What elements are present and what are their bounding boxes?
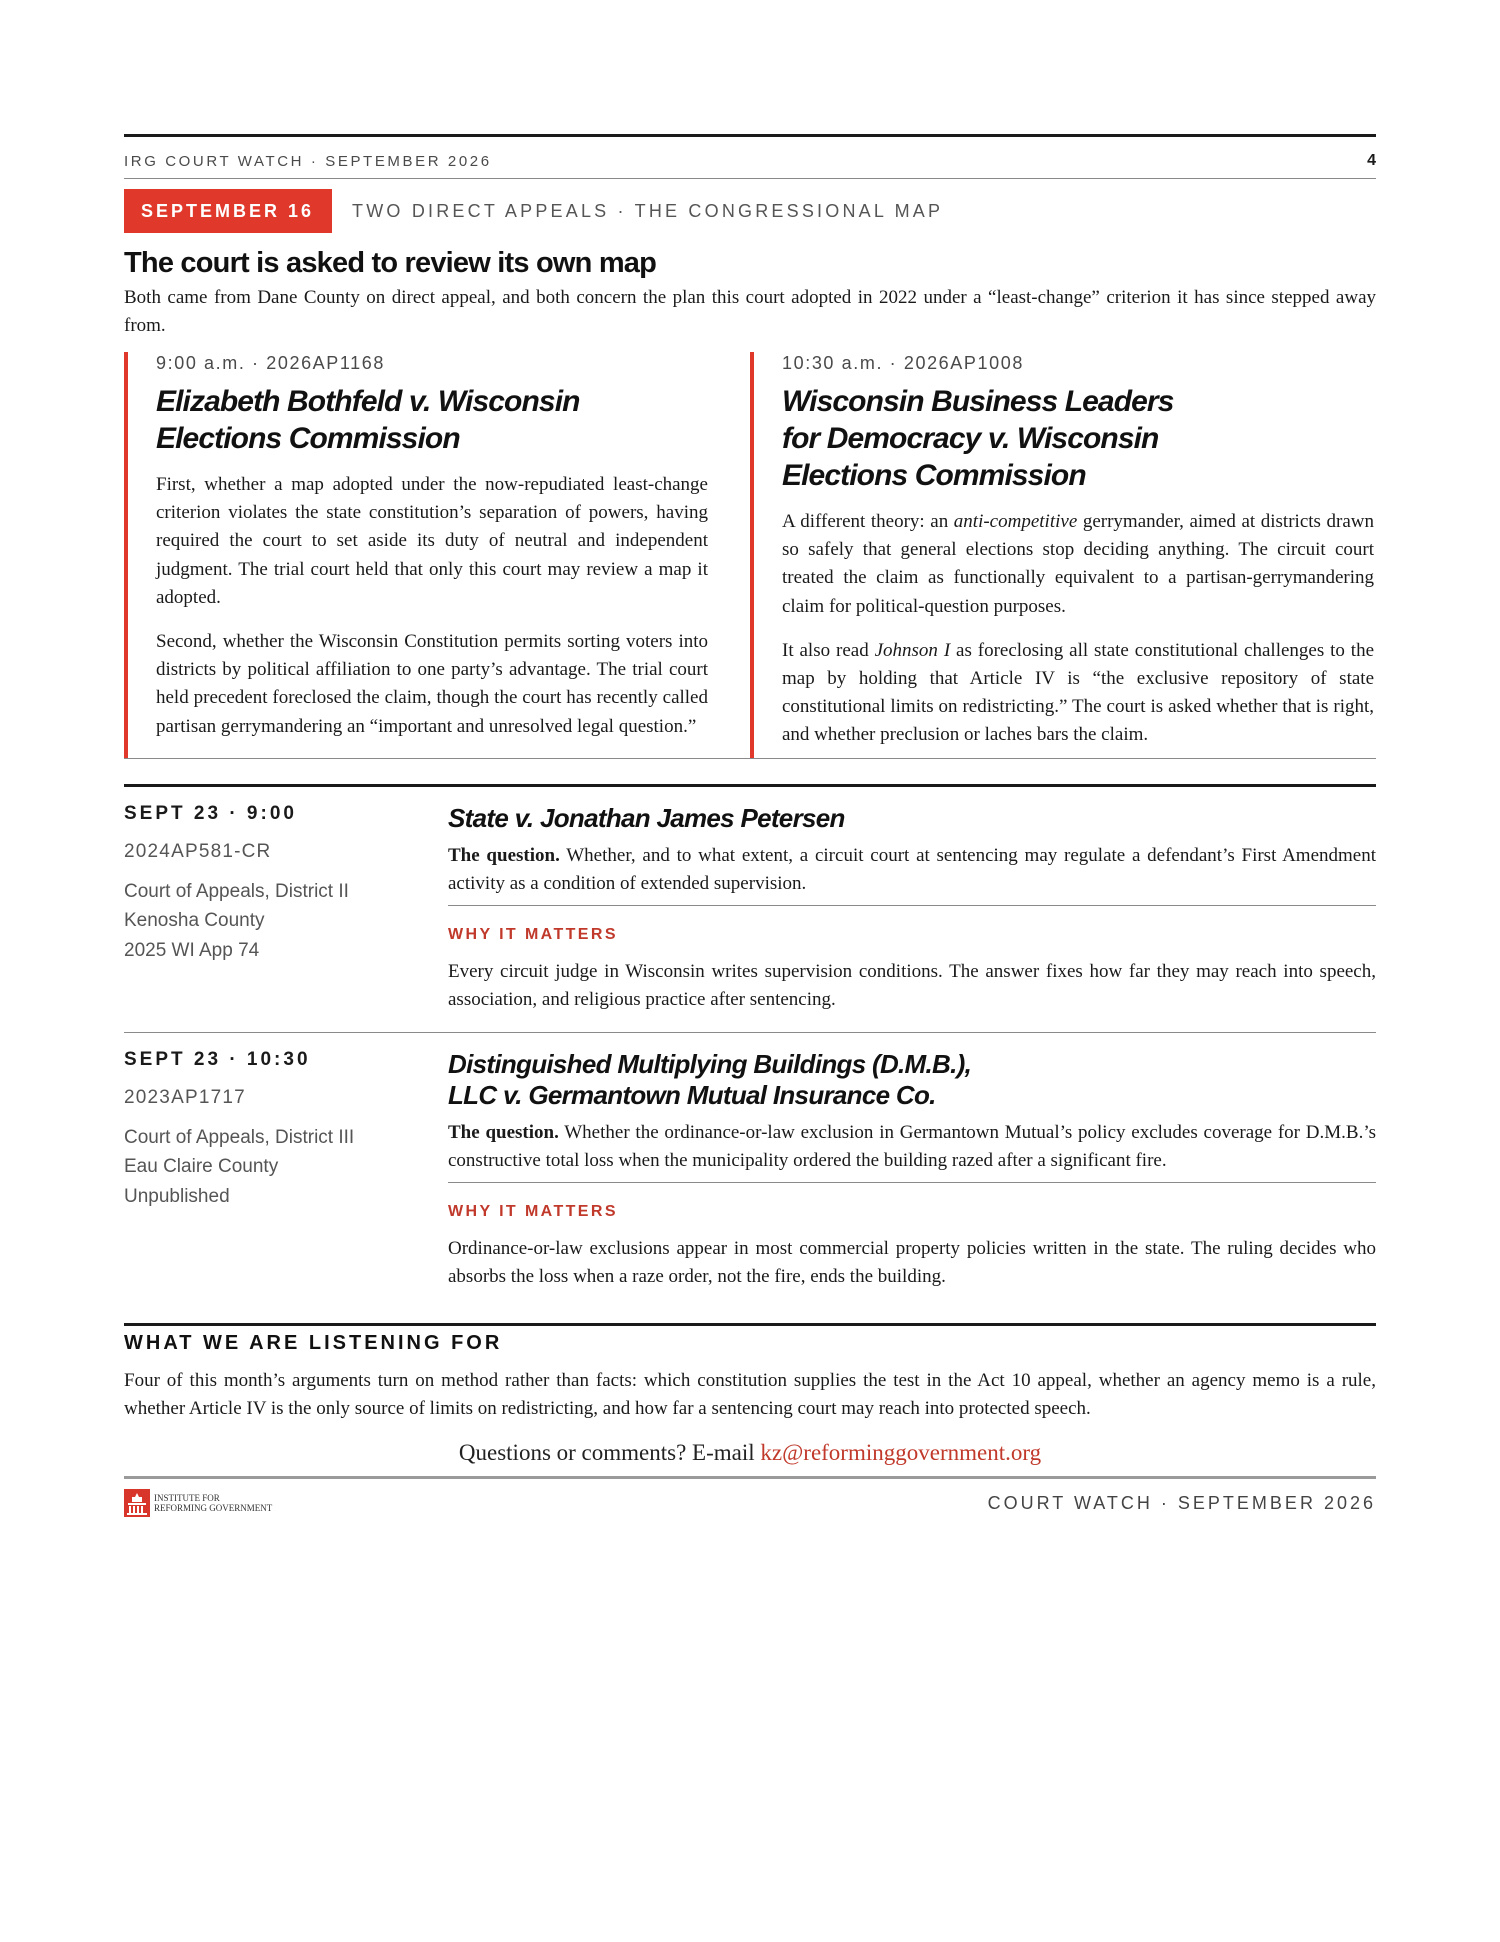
logo-line: REFORMING GOVERNMENT — [154, 1502, 273, 1513]
question-rule — [448, 905, 1376, 906]
running-header — [124, 149, 1376, 173]
case-paragraph: First, whether a map adopted under the now-repudiated least-change criterion violates the state constitution’s separation of powers, having required the court to set aside its duty of neutral and independent judgment. The trial court held that only this court may review a map it adopted. — [156, 474, 708, 608]
case-paragraph — [782, 508, 1374, 621]
capitol-logo-icon — [124, 1489, 150, 1517]
detail-line: Eau Claire County — [124, 1156, 279, 1178]
listening-rule — [124, 1323, 1376, 1326]
argument-title-line: Distinguished Multiplying Buildings (D.M.B.), — [448, 1048, 972, 1079]
contact-prefix: Questions or comments? E-mail — [458, 1439, 761, 1465]
question-text: Whether the ordinance-or-law exclusion in Germantown Mutual’s policy excludes coverage for D.M.B.’s constructive total loss when the municipality ordered the building razed after a significant fire. — [448, 1121, 1376, 1172]
argument-body — [448, 803, 1376, 1015]
emphasis: Johnson I — [874, 639, 951, 661]
section-title: The court is asked to review its own map — [124, 247, 657, 279]
text-run: It also read — [782, 639, 875, 661]
case-title-line: Elizabeth Bothfeld v. Wisconsin — [156, 385, 580, 418]
argument-title-line: State v. Jonathan James Petersen — [448, 802, 845, 833]
question-label: The question. — [448, 1121, 559, 1143]
detail-line: 2025 WI App 74 — [124, 939, 260, 961]
footer-running-title: COURT WATCH · SEPTEMBER 2026 — [987, 1492, 1376, 1513]
argument-docket: 2023AP1717 — [124, 1086, 246, 1108]
argument-when: SEPT 23 · 9:00 — [124, 802, 297, 824]
case-paragraph: Second, whether the Wisconsin Constitution permits sorting voters into districts by political affiliation to one party’s advantage. The trial court held precedent foreclosed the claim, though the court has recently called partisan gerrymandering an “important and unresolved legal question.” — [156, 631, 708, 737]
argument-meta — [124, 1049, 448, 1292]
logo-line: INSTITUTE FOR — [154, 1492, 220, 1503]
detail-line: Court of Appeals, District III — [124, 1126, 355, 1148]
date-badge: SEPTEMBER 16 — [124, 189, 332, 233]
irg-logo — [124, 1489, 272, 1517]
argument-docket: 2024AP581-CR — [124, 840, 272, 862]
detail-line: Kenosha County — [124, 910, 265, 932]
footer-rule — [124, 1476, 1376, 1479]
cases-bottom-rule — [124, 758, 1376, 759]
emphasis: anti-competitive — [953, 511, 1078, 532]
detail-line: Court of Appeals, District II — [124, 880, 349, 902]
argument-title — [448, 1049, 1376, 1111]
listening-title: WHAT WE ARE LISTENING FOR — [124, 1331, 503, 1354]
argument-question — [448, 1119, 1376, 1182]
text-run: gerrymander, aimed at districts drawn so safely that general elections stop deciding anything. The circuit court treated the claim as functionally equivalent to a partisan-gerrymandering claim for political-question purposes. — [782, 511, 1374, 617]
header-rule — [124, 178, 1376, 179]
dateline — [124, 189, 1376, 233]
question-text: Whether, and to what extent, a circuit court at sentencing may regulate a defendant’s First Amendment activity as a condition of extended supervision. — [448, 844, 1376, 895]
why-it-matters-label: WHY IT MATTERS — [448, 925, 618, 943]
argument-question — [448, 842, 1376, 905]
contact-email-link[interactable]: kz@reforminggovernment.org — [760, 1439, 1042, 1465]
top-rule — [124, 134, 1376, 137]
section-kicker: TWO DIRECT APPEALS · THE CONGRESSIONAL MAP — [352, 200, 944, 221]
argument-meta — [124, 803, 448, 1015]
case-columns — [124, 352, 1376, 758]
page — [124, 134, 1376, 1517]
listening-text: Four of this month’s arguments turn on method rather than facts: which constitution supplies the test in the Act 10 appeal, whether an agency memo is a rule, whether Article IV is the only source of limits on redistricting, and how far a sentencing court may reach into protected speech. — [124, 1369, 1376, 1420]
case-title-line: for Democracy v. Wisconsin — [782, 422, 1159, 455]
text-run: A different theory: an — [782, 511, 954, 532]
section-intro: Both came from Dane County on direct appeal, and both concern the plan this court adopted in 2022 under a “least-change” criterion it has since stepped away from. — [124, 287, 1376, 336]
page-number: 4 — [1367, 152, 1376, 169]
case-title — [782, 383, 1374, 494]
why-it-matters-label: WHY IT MATTERS — [448, 1202, 618, 1220]
question-rule — [448, 1182, 1376, 1183]
case-title — [156, 383, 708, 457]
footer — [124, 1489, 1376, 1517]
case-time: 10:30 a.m. · 2026AP1008 — [782, 353, 1024, 373]
case-card-bothfeld — [124, 352, 748, 758]
argument-details — [124, 877, 448, 966]
argument-body — [448, 1049, 1376, 1292]
why-it-matters-text: Every circuit judge in Wisconsin writes supervision conditions. The answer fixes how far they may reach into speech, association, and religious practice after sentencing. — [448, 960, 1376, 1011]
case-card-business-leaders — [750, 352, 1374, 758]
text-run: as foreclosing all state constitutional challenges to the map by holding that Article IV is “the exclusive repository of state constitutional limits on redistricting.” The court is asked whether that is right, and whether preclusion or laches bars the claim. — [782, 639, 1375, 746]
running-title: IRG COURT WATCH · SEPTEMBER 2026 — [124, 152, 492, 170]
argument-details — [124, 1123, 448, 1212]
logo-wordmark — [154, 1493, 272, 1513]
case-title-line: Wisconsin Business Leaders — [782, 385, 1174, 418]
case-title-line: Elections Commission — [782, 459, 1086, 492]
argument-title — [448, 803, 1376, 834]
contact-line — [124, 1440, 1376, 1466]
argument-title-line: LLC v. Germantown Mutual Insurance Co. — [448, 1079, 936, 1110]
detail-line: Unpublished — [124, 1185, 230, 1207]
argument-block-petersen — [124, 787, 1376, 1032]
why-it-matters-text: Ordinance-or-law exclusions appear in most commercial property policies written in the state. The ruling decides who absorbs the loss when a raze order, not the fire, ends the building. — [448, 1237, 1376, 1288]
question-label: The question. — [448, 844, 560, 866]
argument-block-dmb — [124, 1033, 1376, 1309]
case-paragraph — [782, 637, 1374, 750]
case-time: 9:00 a.m. · 2026AP1168 — [156, 353, 385, 373]
argument-when: SEPT 23 · 10:30 — [124, 1048, 311, 1070]
case-title-line: Elections Commission — [156, 422, 460, 455]
